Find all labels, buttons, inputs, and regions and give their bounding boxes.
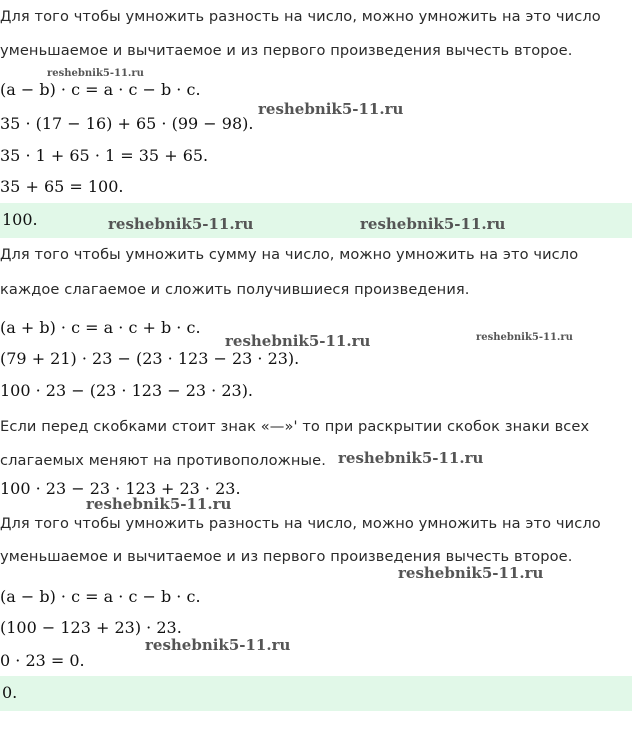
math-step: 35 · (17 − 16) + 65 · (99 − 98). — [0, 114, 254, 133]
formula: (a − b) · c = a · c − b · c. — [0, 587, 201, 606]
math-step: 35 · 1 + 65 · 1 = 35 + 65. — [0, 146, 209, 165]
math-step: (79 + 21) · 23 − (23 · 123 − 23 · 23). — [0, 349, 300, 368]
answer-value: 0. — [2, 683, 18, 702]
math-step: 0 · 23 = 0. — [0, 651, 85, 670]
rule-text: каждое слагаемое и сложить получившиеся произведения. — [0, 281, 470, 298]
watermark: reshebnik5-11.ru — [145, 636, 291, 654]
watermark: reshebnik5-11.ru — [338, 449, 484, 467]
formula: (a − b) · c = a · c − b · c. — [0, 80, 201, 99]
watermark: reshebnik5-11.ru — [86, 495, 232, 513]
answer-box — [0, 676, 632, 711]
watermark: reshebnik5-11.ru — [225, 332, 371, 350]
watermark: reshebnik5-11.ru — [258, 100, 404, 118]
note-text: слагаемых меняют на противоположные. — [0, 452, 326, 469]
watermark: reshebnik5-11.ru — [398, 564, 544, 582]
rule-text: Для того чтобы умножить сумму на число, можно умножить на это число — [0, 246, 579, 263]
math-step: (100 − 123 + 23) · 23. — [0, 618, 182, 637]
rule-text: уменьшаемое и вычитаемое и из первого произведения вычесть второе. — [0, 42, 573, 59]
answer-box — [0, 203, 632, 238]
note-text: Если перед скобками стоит знак «—»' то при раскрытии скобок знаки всех — [0, 418, 590, 435]
watermark: reshebnik5-11.ru — [476, 332, 573, 343]
formula: (a + b) · c = a · c + b · c. — [0, 318, 201, 337]
math-step: 100 · 23 − 23 · 123 + 23 · 23. — [0, 479, 241, 498]
answer-value: 100. — [2, 210, 38, 229]
watermark: reshebnik5-11.ru — [47, 68, 144, 79]
math-step: 35 + 65 = 100. — [0, 177, 124, 196]
rule-text: Для того чтобы умножить разность на число, можно умножить на это число — [0, 515, 601, 532]
math-step: 100 · 23 − (23 · 123 − 23 · 23). — [0, 381, 254, 400]
rule-text: Для того чтобы умножить разность на число, можно умножить на это число — [0, 8, 601, 25]
watermark: reshebnik5-11.ru — [360, 215, 506, 233]
watermark: reshebnik5-11.ru — [108, 215, 254, 233]
rule-text: уменьшаемое и вычитаемое и из первого произведения вычесть второе. — [0, 548, 573, 565]
